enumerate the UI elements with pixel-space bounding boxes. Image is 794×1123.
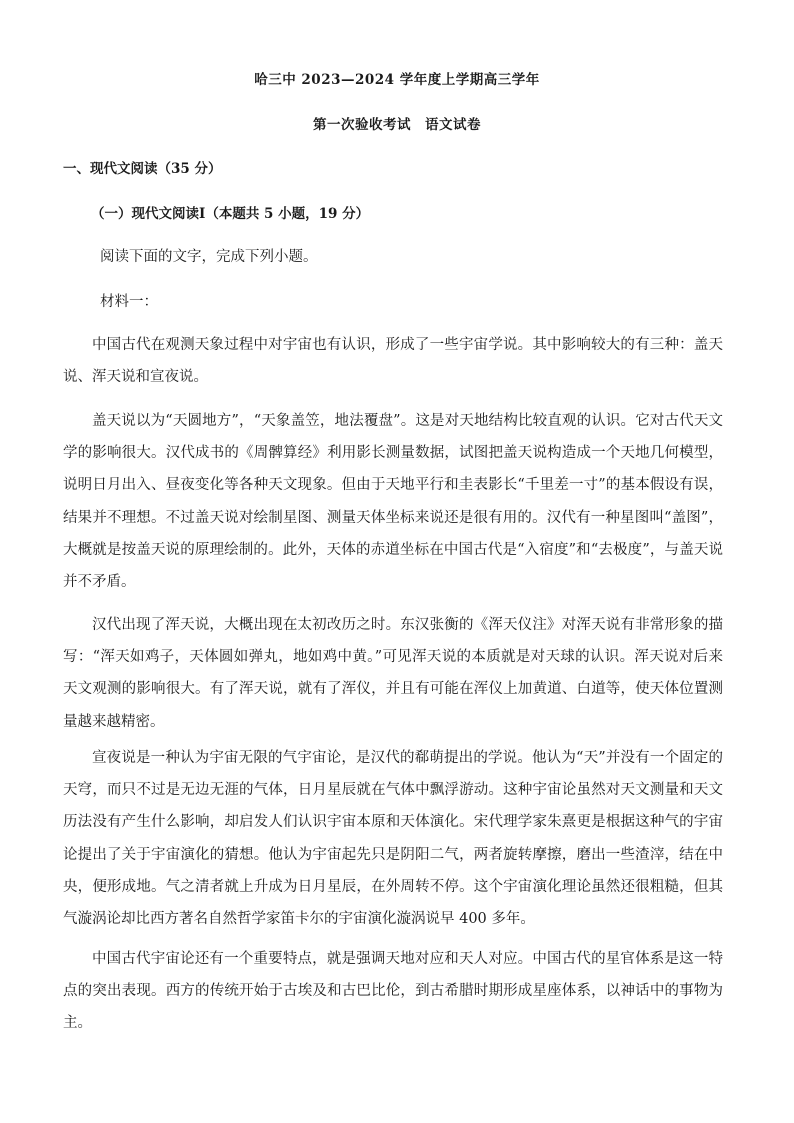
paragraph-2: 盖天说以为“天圆地方”，“天象盖笠，地法覆盘”。这是对天地结构比较直观的认识。它对古代天文学的影响很大。汉代成书的《周髀算经》利用影长测量数据，试图把盖天说构造成一个天地几何模型，说明日月出入、昼夜变化等各种天文现象。但由于天地平行和圭表影长“千里差一寸”的基本假设有误，结果并不理想。不过盖天说对绘制星图、测量天体坐标来说还是很有用的。汉代有一种星图叫“盖图”，大概就是按盖天说的原理绘制的。此外，天体的赤道坐标在中国古代是“入宿度”和“去极度”，与盖天说并不矛盾。 — [63, 413, 723, 591]
paragraph-4: 宣夜说是一种认为宇宙无限的气宇宙论，是汉代的郗萌提出的学说。他认为“天”并没有一个固定的天穹，而只不过是无边无涯的气体，日月星辰就在气体中飘浮游动。这种宇宙论虽然对天文测量和天文历法没有产生什么影响，却启发人们认识宇宙本原和天体演化。宋代理学家朱熹更是根据这种气的宇宙论提出了关于宇宙演化的猜想。他认为宇宙起先只是阴阳二气，两者旋转摩擦，磨出一些渣滓，结在中央，便形成地。气之清者就上升成为日月星辰，在外周转不停。这个宇宙演化理论虽然还很粗糙，但其气漩涡论却比西方著名自然哲学家笛卡尔的宇宙演化漩涡说早 400 多年。 — [63, 750, 723, 928]
subsection-heading: （一）现代文阅读Ⅰ（本题共 5 小题，19 分） — [91, 206, 370, 222]
paragraph-5: 中国古代宇宙论还有一个重要特点，就是强调天地对应和天人对应。中国古代的星官体系是这一特点的突出表现。西方的传统开始于古埃及和古巴比伦，到古希腊时期形成星座体系，以神话中的事物为主。 — [63, 951, 723, 1032]
exam-subtitle: 第一次验收考试 语文试卷 — [313, 117, 481, 133]
material-label: 材料一： — [100, 294, 158, 310]
section-heading: 一、现代文阅读（35 分） — [63, 161, 222, 177]
exam-title: 哈三中 2023—2024 学年度上学期高三学年 — [254, 72, 540, 88]
paragraph-3: 汉代出现了浑天说，大概出现在太初改历之时。东汉张衡的《浑天仪注》对浑天说有非常形象的描写：“浑天如鸡子，天体圆如弹丸，地如鸡中黄。”可见浑天说的本质就是对天球的认识。浑天说对后来天文观测的影响很大。有了浑天说，就有了浑仪，并且有可能在浑仪上加黄道、白道等，使天体位置测量越来越精密。 — [63, 617, 723, 730]
paragraph-1: 中国古代在观测天象过程中对宇宙也有认识，形成了一些宇宙学说。其中影响较大的有三种：盖天说、浑天说和宣夜说。 — [63, 337, 723, 386]
instruction-text: 阅读下面的文字，完成下列小题。 — [100, 249, 318, 265]
